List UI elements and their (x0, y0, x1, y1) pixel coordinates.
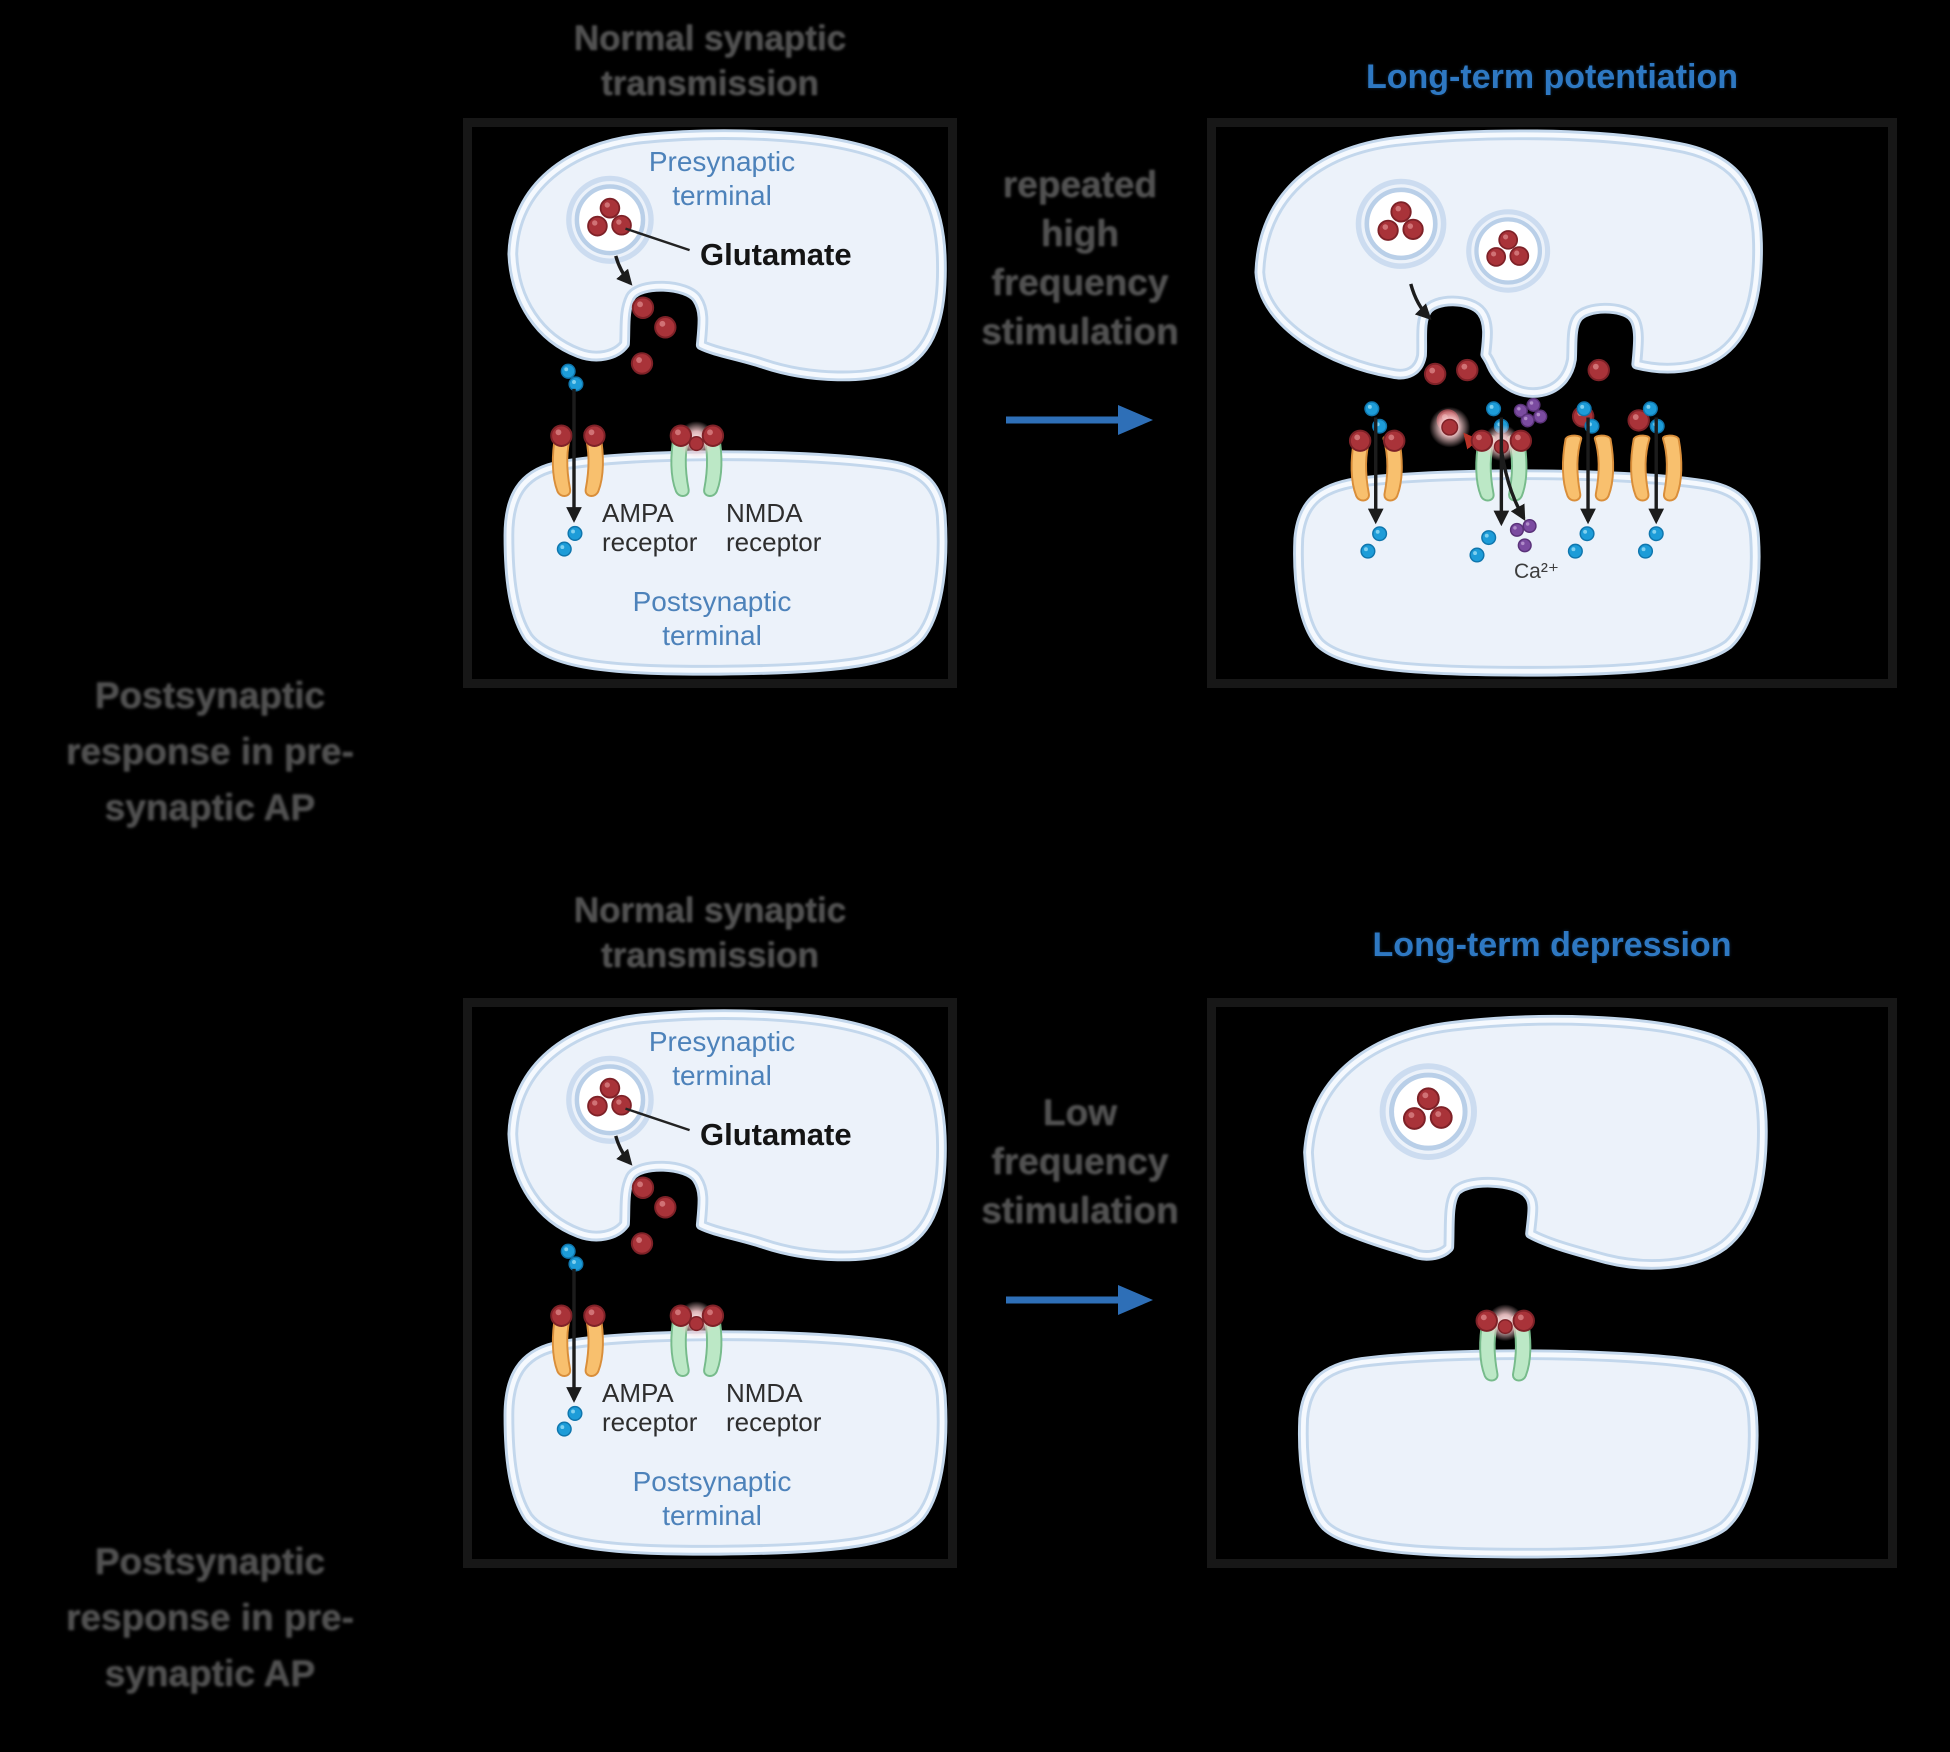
stim-line: stimulation (981, 1190, 1179, 1231)
synaptic-vesicle (1469, 212, 1548, 290)
sodium-ions-above (1365, 402, 1664, 433)
title-normal-transmission-bottom (463, 888, 957, 978)
title-line: Normal synaptic (573, 891, 847, 930)
glutamate-label: Glutamate (700, 237, 852, 272)
low-frequency-stimulation-label (955, 1088, 1205, 1235)
postsynaptic-terminal-shape (1303, 1355, 1753, 1553)
side-label-line: synaptic AP (104, 1653, 316, 1694)
stim-line: high (1040, 213, 1120, 254)
ltp-synapse-art (1216, 127, 1888, 679)
nmda-receptor-label: NMDA receptor (726, 498, 822, 557)
ltd-synapse-art (1216, 1007, 1888, 1559)
presynaptic-terminal-shape (1309, 1020, 1763, 1264)
title-line: Long-term depression (1372, 926, 1732, 964)
panel-ltd (1207, 998, 1897, 1568)
title-line: Long-term potentiation (1365, 58, 1739, 96)
nmda-receptor-label: NMDA receptor (726, 1378, 822, 1437)
side-label-line: synaptic AP (104, 787, 316, 828)
side-label-top (15, 668, 405, 836)
calcium-ions-cleft (1515, 399, 1547, 427)
title-line: Normal synaptic (573, 19, 847, 58)
stim-line: stimulation (981, 311, 1179, 352)
side-label-line: Postsynaptic (94, 675, 326, 716)
title-normal-transmission-top (463, 16, 957, 106)
synaptic-vesicle (1358, 182, 1443, 267)
side-label-bottom (15, 1534, 405, 1702)
panel-normal-transmission-bottom (463, 998, 957, 1568)
title-line: transmission (601, 936, 819, 975)
high-frequency-stimulation-label (955, 160, 1205, 356)
postsynaptic-terminal-label: Postsynaptic terminal (632, 1466, 792, 1531)
panel-normal-transmission-top (463, 118, 957, 688)
ltd-flow-arrow-icon (1000, 1280, 1160, 1320)
ampa-receptor-label: AMPA receptor (602, 498, 698, 557)
ampa-receptor-label: AMPA receptor (602, 1378, 698, 1437)
glutamate-label: Glutamate (700, 1117, 852, 1152)
title-ltd (1207, 925, 1897, 965)
presynaptic-terminal-label: Presynaptic terminal (648, 1026, 796, 1091)
calcium-label: Ca²⁺ (1514, 560, 1559, 583)
side-label-line: Postsynaptic (94, 1541, 326, 1582)
ltp-flow-arrow-icon (1000, 400, 1160, 440)
presynaptic-terminal-label: Presynaptic terminal (648, 146, 796, 211)
highlighted-glutamate (1442, 419, 1458, 434)
title-line: transmission (601, 64, 819, 103)
stim-line: repeated (1002, 164, 1158, 205)
nmda-center-glutamate (1498, 1320, 1512, 1334)
title-ltp (1207, 57, 1897, 97)
stim-line: frequency (991, 1141, 1169, 1182)
stim-line: frequency (991, 262, 1169, 303)
side-label-line: response in pre- (66, 1597, 354, 1638)
panel-ltp (1207, 118, 1897, 688)
side-label-line: response in pre- (66, 731, 354, 772)
stim-line: Low (1043, 1092, 1117, 1133)
postsynaptic-terminal-label: Postsynaptic terminal (632, 586, 792, 651)
synaptic-vesicle (1383, 1066, 1474, 1157)
